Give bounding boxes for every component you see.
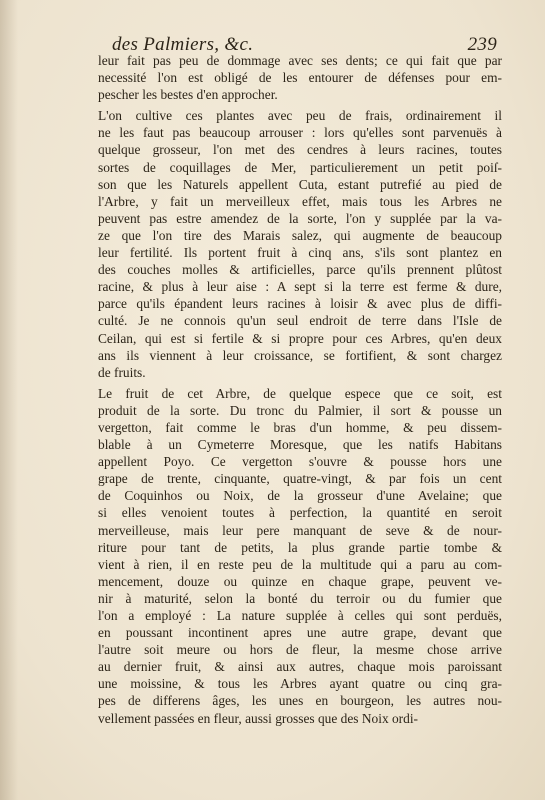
text-line: peuvent pas estre amendez de la sorte, l'on y supplée par la va- <box>98 210 502 226</box>
running-title: des Palmiers, &c. <box>112 34 254 55</box>
text-line: de fruits. <box>98 364 146 380</box>
page-number: 239 <box>467 34 497 55</box>
text-line: mencement, douze ou quinze en chaque grape, peuvent ve- <box>98 573 502 589</box>
text-line: l'autre soit meure ou hors de fleur, la mesme chose arrive <box>98 642 502 658</box>
text-line: ne les faut pas beaucoup arrouser : lors qu'elles sont parvenuës à <box>98 125 502 141</box>
text-line: grape de trente, cinquante, quatre-vingt, & par fois un cent <box>98 471 502 487</box>
body-text <box>98 52 502 727</box>
text-line: riture pour tant de petits, la plus grande partie tombe & <box>98 539 502 555</box>
text-line: ans ils viennent à leur croissance, se fortifient, & sont chargez <box>98 347 502 363</box>
text-line: vellement passées en fleur, aussi grosses que des Noix ordi- <box>98 710 419 726</box>
text-line: pes de differens âges, les unes en bourgeon, les autres nou- <box>98 693 502 709</box>
text-line: vient à rien, il en reste peu de la multitude qui a paru au com- <box>98 556 502 572</box>
text-line: une moissine, & tous les Arbres ayant quatre ou cinq gra- <box>98 676 502 692</box>
text-line: racine, & plus à leur aise : A sept si la terre est ferme & dure, <box>98 279 502 295</box>
text-line: leur fertilité. Ils portent fruit à cinq ans, s'ils sont plantez en <box>98 245 502 261</box>
text-line: merveilleuse, mais leur pere manquant de seve & de nour- <box>98 522 502 538</box>
text-line: l'Arbre, y fait un merveilleux effet, mais tous les Arbres ne <box>98 193 502 209</box>
text-line: vergetton, fait comme le bras d'un homme, & peu dissem- <box>98 419 502 435</box>
text-line: sortes de coquillages de Mer, particulierement un petit poiſ- <box>98 159 502 175</box>
text-line: pescher les bestes d'en approcher. <box>98 87 278 103</box>
text-line: L'on cultive ces plantes avec peu de frais, ordinairement il <box>98 108 502 124</box>
text-line: son que les Naturels appellent Cuta, estant putrefié au pied de <box>98 176 502 192</box>
text-line: produit de la sorte. Du tronc du Palmier, il sort & pousse un <box>98 402 502 418</box>
text-line: leur fait pas peu de dommage avec ses dents; ce qui fait que par <box>98 53 502 68</box>
text-line: ze que l'on tire des Marais salez, qui augmente de beaucoup <box>98 227 502 243</box>
text-line: blable à un Cymeterre Moresque, que les natifs Habitans <box>98 437 502 453</box>
text-line: l'on a employé : La nature supplée à celles qui sont perduës, <box>98 608 502 623</box>
text-line: si elles venoient toutes à perfection, la quantité en seroit <box>98 505 502 521</box>
text-line: parce qu'ils épandent leurs racines à loisir & avec plus de diffi- <box>98 296 502 312</box>
text-line: Le fruit de cet Arbre, de quelque espece que ce soit, est <box>98 385 502 401</box>
text-line: Ceilan, qui est si fertile & si propre pour ces Arbres, qu'en deux <box>98 330 502 346</box>
text-line: culté. Je ne connois qu'un seul endroit de terre dans l'Isle de <box>98 313 502 329</box>
text-line: des couches molles & artificielles, parce qu'ils prennent plûtost <box>98 262 502 278</box>
text-line: en poussant incontinent apres une autre grape, devant que <box>98 625 502 641</box>
text-line: necessité l'on est obligé de les entourer de défenses pour em- <box>98 70 502 86</box>
text-line: quelque grosseur, l'on met des cendres à leurs racines, toutes <box>98 142 502 158</box>
text-line: appellent Poyo. Ce vergetton s'ouvre & pousse hors une <box>98 454 502 470</box>
text-line: nir à maturité, selon la bonté du terroir ou du fumier que <box>98 590 502 606</box>
text-line: au dernier fruit, & ainsi aux autres, chaque mois paroissant <box>98 659 502 675</box>
text-line: de Coquinhos ou Noix, de la grosseur d'une Avelaine; que <box>98 488 502 504</box>
